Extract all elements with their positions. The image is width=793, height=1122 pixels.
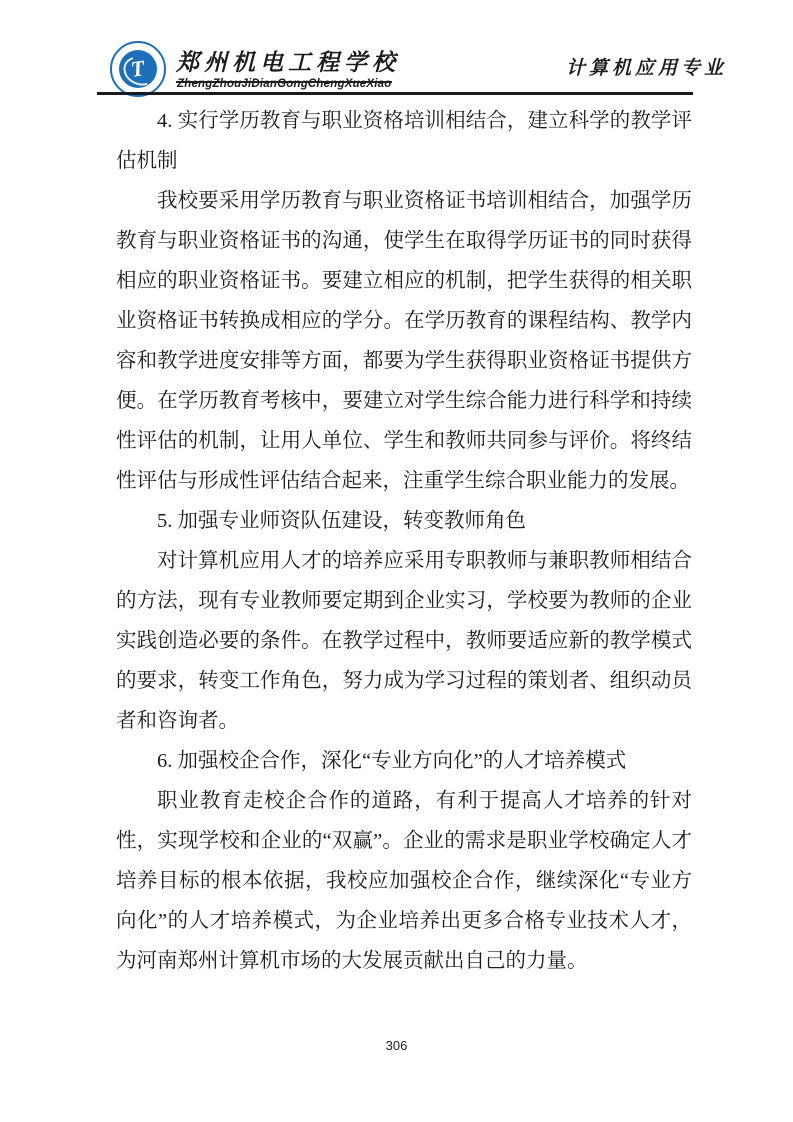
badge-letter: T <box>129 55 147 82</box>
page-number: 306 <box>385 1038 408 1053</box>
school-name: 郑州机电工程学校 <box>176 44 392 83</box>
major-title: 计算机应用专业 <box>566 58 728 79</box>
document-body <box>116 101 692 981</box>
school-badge-inner-disc <box>119 50 157 88</box>
school-name-pinyin: ZhengZhouJiDianGongChengXueXiao <box>177 78 392 90</box>
section-heading: 4. 实行学历教育与职业资格培训相结合，建立科学的教学评估机制 <box>116 110 692 172</box>
paragraph: 我校要采用学历教育与职业资格证书培训相结合，加强学历教育与职业资格证书的沟通，使学生在取得学历证书的同时获得相应的职业资格证书。要建立相应的机制，把学生获得的相关职业资格证书转换成相应的学分。在学历教育的课程结构、教学内容和教学进度安排等方面，都要为学生获得职业资格证书提供方便。在学历教育考核中，要建立对学生综合能力进行科学和持续性评估的机制，让用人单位、学生和教师共同参与评价。将终结性评估与形成性评估结合起来，注重学生综合职业能力的发展。 <box>116 190 692 492</box>
paragraph: 职业教育走校企合作的道路，有利于提高人才培养的针对性，实现学校和企业的“双赢”。企业的需求是职业学校确定人才培养目标的根本依据，我校应加强校企合作，继续深化“专业方向化”的人才培养模式，为企业培养出更多合格专业技术人才，为河南郑州计算机市场的大发展贡献出自己的力量。 <box>116 790 692 972</box>
section-heading: 6. 加强校企合作，深化“专业方向化”的人才培养模式 <box>157 750 627 772</box>
school-badge-icon <box>110 41 166 97</box>
section-heading: 5. 加强专业师资队伍建设，转变教师角色 <box>157 510 526 532</box>
header-divider <box>97 92 693 95</box>
paragraph: 对计算机应用人才的培养应采用专职教师与兼职教师相结合的方法，现有专业教师要定期到企业实习，学校要为教师的企业实践创造必要的条件。在教学过程中，教师要适应新的教学模式的要求，转变工作角色，努力成为学习过程的策划者、组织动员者和咨询者。 <box>116 550 692 732</box>
